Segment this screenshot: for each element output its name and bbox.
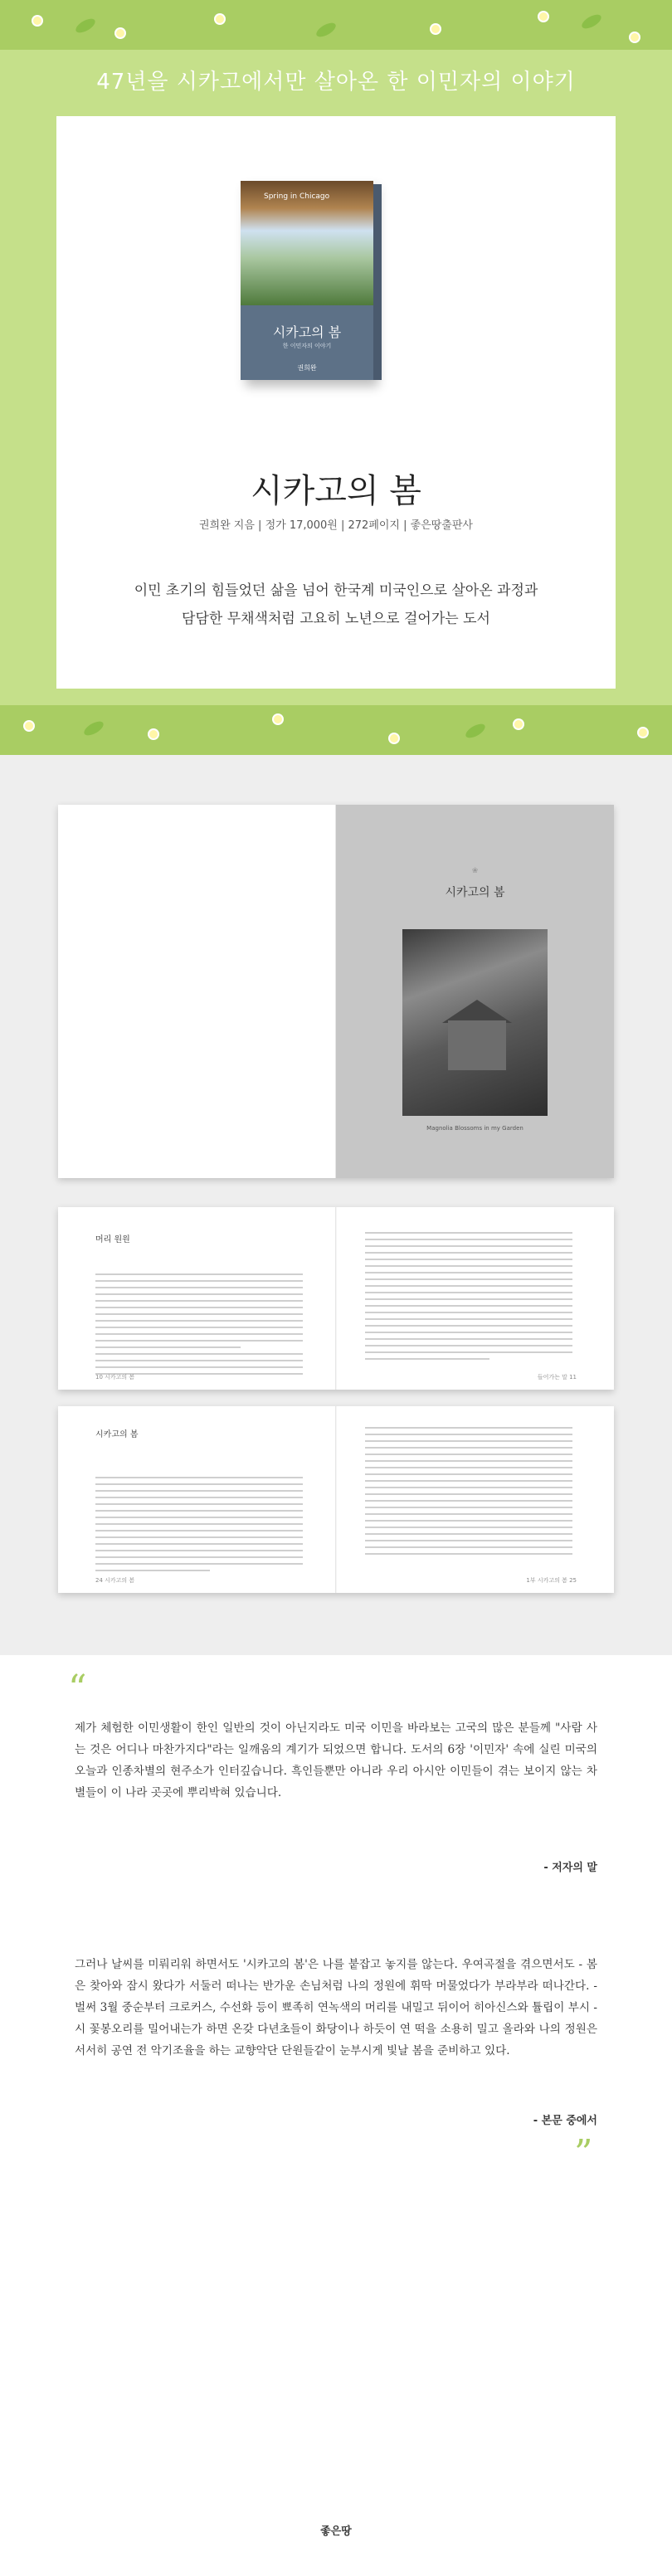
open-quote-icon: “ [68,1668,87,1710]
spread-chapter-opener [58,805,614,1178]
spread-intro [58,1207,614,1390]
hero-top-border [0,0,672,50]
book-title: 시카고의 봄 [251,472,421,510]
page-footer-left: 24 시카고의 봄 [95,1577,135,1584]
book-cover-subtitle: 한 이민자의 이야기 [282,343,332,349]
section-heading: 시카고의 봄 [95,1430,139,1439]
book-cover-author: 권희완 [297,364,317,372]
flower-decoration [274,715,282,723]
tagline-line-2: 담담한 무채색처럼 고요히 노년으로 걸어가는 도서 [182,611,490,627]
tagline-line-1: 이민 초기의 힘들었던 삶을 넘어 한국계 미국인으로 살아온 과정과 [134,582,538,599]
book-info-card [56,116,616,689]
book-cover [241,181,373,380]
body-text-block [95,1273,303,1380]
flower-decoration [390,734,398,743]
body-text-block [95,1477,303,1576]
flower-decoration [514,720,523,728]
spread-chapter-one [58,1406,614,1593]
close-quote-icon: ” [574,2132,593,2174]
page-footer-left: 10 시카고의 봄 [95,1374,135,1381]
hero-banner [0,0,672,755]
garden-photo [402,929,548,1116]
author-quote-source: - 저자의 말 [543,1862,597,1874]
book-meta: 권희완 지음 | 정가 17,000원 | 272페이지 | 좋은땅출판사 [199,519,473,532]
excerpt-quote: 그러나 날씨를 미뤄리워 하면서도 '시카고의 봄'은 나를 붙잡고 놓지를 않는다. 우여곡절을 겪으면서도 - 봄은 찾아와 잠시 왔다가 서둘러 떠나는 반가운 손님처럼 나의 정원에 휘딱 머물었다가 부라부라 떠나간다. - 벌써 3월 중순부터 크로커스, 수선화 등이 뾰족히 연녹색의 머리를 내밀고 뒤이어 히아신스와 튤립이 부시 - 시 꽃봉오리를 밀어내는가 하면 온갖 다년초들이 화당이나 하듯이 연 떡을 소용히 밀고 올라와 나의 정원은 서서히 공연 전 악기조율을 하는 교향악단 단원들같이 눈부시게 빛날 봄을 준비하고 있다. [75,1958,597,2057]
page-gutter [335,1207,337,1390]
flower-decoration [431,25,440,33]
photo-caption: Magnolia Blossoms in my Garden [426,1125,523,1132]
chapter-ornament: ❀ [471,867,479,875]
page-spreads-section [0,755,672,1655]
book-spine [373,184,382,380]
flower-decoration [33,17,41,25]
page-gutter [335,1406,337,1593]
flower-decoration [216,15,224,23]
book-tagline [56,577,616,633]
flower-decoration [149,730,158,738]
book-english-title: Spring in Chicago [264,192,330,201]
hero-headline: 47년을 시카고에서만 살아온 한 이민자의 이야기 [96,70,576,95]
publisher-logo: 좋은땅 [320,2525,352,2538]
excerpt-quote-source: - 본문 중에서 [533,2115,597,2127]
body-text-block [365,1232,572,1365]
page-footer-right: 1부 시카고의 봄 25 [526,1577,577,1584]
chapter-page [336,805,614,1178]
flower-decoration [116,29,124,37]
flower-decoration [639,728,647,737]
garden-shed [448,1020,506,1070]
flower-decoration [25,722,33,730]
hero-bottom-border [0,705,672,755]
section-heading: 머리 원원 [95,1235,130,1244]
book-cover-photo [241,181,373,305]
author-quote: 제가 체험한 이민생활이 한인 일반의 것이 아닌지라도 미국 이민을 바라보는 고국의 많은 분들께 "사람 사는 것은 어디나 마찬가지다"라는 일깨움의 계기가 되었으면 합니다. 도서의 6장 '이민자' 속에 실린 미국의 오늘과 인종차별의 현주소가 인터깊습니다. 흑인들뿐만 아니라 우리 아시안 이민들이 겪는 보이지 않는 차별들이 이 나라 곳곳에 뿌리박혀 있습니다. [75,1721,597,1799]
chapter-title: 시카고의 봄 [445,886,505,899]
flower-decoration [631,33,639,41]
body-text-block [365,1427,572,1560]
book-cover-title: 시카고의 봄 [272,324,342,340]
shed-roof [442,1000,512,1023]
flower-decoration [539,12,548,21]
page-footer-right: 들어가는 말 11 [537,1374,577,1381]
